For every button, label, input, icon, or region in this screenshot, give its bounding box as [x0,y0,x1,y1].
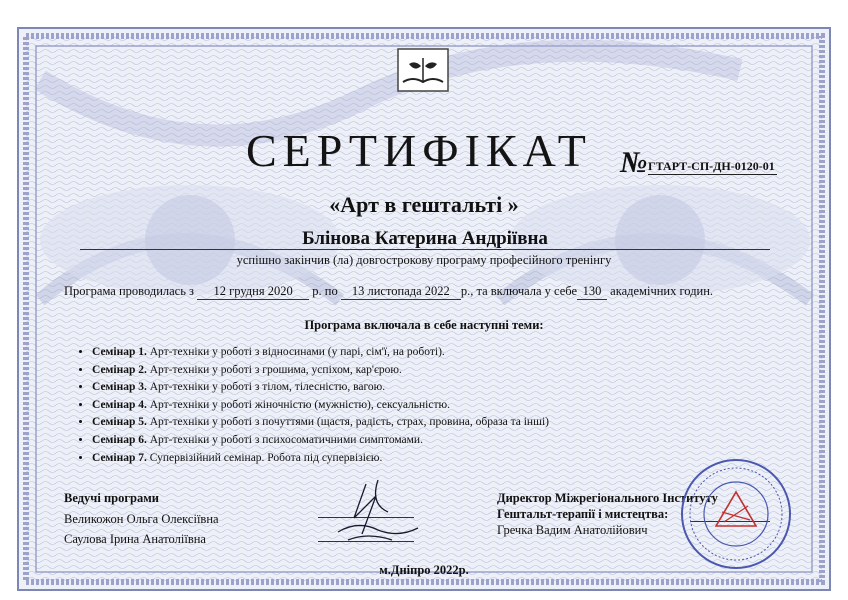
seminar-list [76,344,549,467]
leader-name: Саулова Ірина Анатоліївна [64,532,206,546]
topics-heading: Програма включала в себе наступні теми: [304,318,544,332]
list-item [92,432,549,450]
completion-text: успішно закінчив (ла) довгострокову програму професійного тренінгу [236,253,612,267]
seminar-text: Арт-техніки у роботі з психосоматичними симптомами. [146,433,423,446]
book-logo-icon [397,48,449,92]
leaders-signature [318,474,428,552]
seminar-label: Семінар 4. [92,398,147,411]
list-item [92,414,549,432]
city-date: м.Дніпро 2022р. [379,563,469,577]
seminar-label: Семінар 7. [92,451,147,464]
director-title-line2: Гештальт-терапії і мистецтва: [497,507,669,521]
seminar-text: Арт-техніки у роботі з грошима, успіхом, кар'єрою. [146,363,402,376]
seminar-text: Арт-техніки у роботі з тілом, тілесністю, вагою. [146,381,386,394]
program-name: «Арт в гештальті » [329,192,519,217]
number-sign: № [620,146,648,179]
list-item [92,450,549,468]
leader-name: Великожон Ольга Олексіївна [64,512,219,526]
list-item [92,379,549,397]
dates-prefix: Програма проводилась з [64,284,194,298]
seminar-label: Семінар 5. [92,416,147,429]
dates-line [64,284,713,300]
seminar-label: Семінар 1. [92,346,147,358]
official-stamp [678,456,794,572]
seminar-label: Семінар 3. [92,381,147,394]
seminar-text: Арт-техніки у роботі з відносинами (у парі, сім'ї, на роботі). [146,346,445,358]
list-item [92,362,549,380]
start-date: 12 грудня 2020 [197,285,309,300]
director-title-line1: Директор Міжрегіонального Інституту [497,491,718,505]
certificate-title: СЕРТИФІКАТ [246,125,592,176]
hours-value: 130 [577,285,607,300]
list-item [92,344,549,362]
certificate-number: ГТАРТ-СП-ДН-0120-01 [648,160,777,175]
end-date: 13 листопада 2022 [341,285,461,300]
dates-suffix: академічних годин. [610,284,714,298]
seminar-text: Арт-техніки у роботі жіночністю (мужністю), сексуальністю. [146,398,450,411]
dates-mid2: р., та включала у себе [460,284,578,298]
seminar-text: Супервізійний семінар. Робота під супервізією. [146,451,383,464]
dates-mid: р. по [312,284,338,298]
seminar-label: Семінар 2. [92,363,147,376]
seminar-label: Семінар 6. [92,433,147,446]
recipient-name: Блінова Катерина Андріївна [80,229,770,250]
list-item [92,397,549,415]
leaders-heading: Ведучі програми [64,491,159,505]
seminar-text: Арт-техніки у роботі з почуттями (щастя, радість, страх, провина, образа та інші) [146,416,549,429]
director-name: Гречка Вадим Анатолійович [497,523,648,537]
